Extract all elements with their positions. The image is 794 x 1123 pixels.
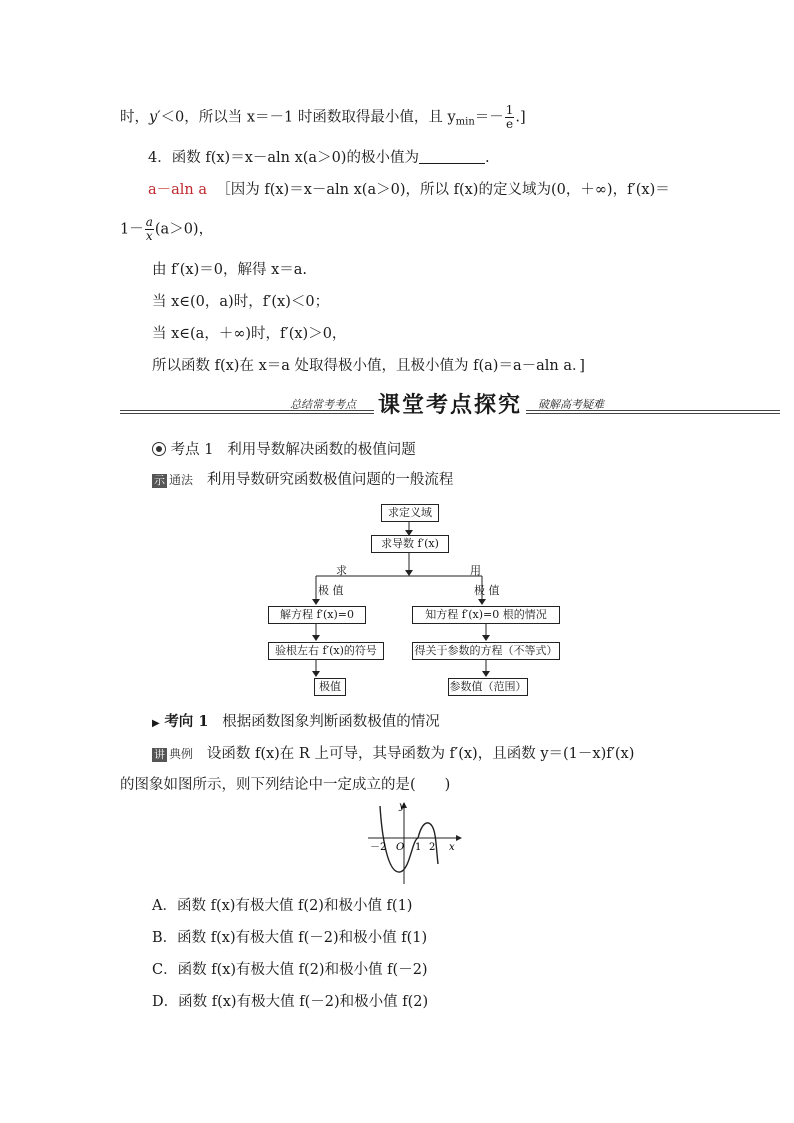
flow-right-step-2: 得关于参数的方程（不等式） (412, 642, 560, 660)
flow-left-label-bottom: 极 值 (318, 584, 344, 597)
graph-tick-1: 1 (415, 842, 422, 853)
kaodian-title: 利用导数解决函数的极值问题 (227, 442, 416, 458)
prev-y-prime: y′ (149, 109, 161, 126)
graph-tick-2: 2 (429, 842, 436, 853)
graph-y-label: y (399, 801, 405, 812)
q4-line-4: 当 x∈(0，a)时，f′(x)＜0； (152, 294, 330, 310)
kaoxiang-label: 考向 1 (164, 713, 209, 730)
q4-answer: a－aln a (148, 182, 208, 198)
graph-tick-neg2: －2 (370, 842, 387, 853)
option-a: A．函数 f(x)有极大值 f(2)和极小值 f(1) (152, 898, 413, 914)
prev-frac-den: e (506, 117, 514, 131)
flow-right-step-3: 参数值（范围） (448, 678, 528, 696)
prev-text-2: ＜0，所以当 x＝－1 时函数取得最小值，且 y (160, 109, 456, 126)
tongfa-tag: 示 (154, 474, 165, 487)
q4-stem-text: 4．函数 f(x)＝x－aln x(a＞0)的极小值为 (148, 150, 419, 166)
flow-right-label-bottom: 极 值 (474, 584, 500, 597)
q4-line-5: 当 x∈(a，＋∞)时，f′(x)＞0， (152, 326, 347, 342)
tongfa-title: 利用导数研究函数极值问题的一般流程 (206, 472, 454, 488)
q4-line-6: 所以函数 f(x)在 x＝a 处取得极小值，且极小值为 f(a)＝a－aln a．] (152, 358, 585, 374)
example-tag-label: 典例 (169, 747, 194, 761)
graph-x-arrow (456, 835, 462, 841)
banner-right-text: 破解高考疑难 (538, 398, 604, 411)
option-d: D．函数 f(x)有极大值 f(－2)和极小值 f(2) (152, 994, 429, 1010)
flow-left-step-1: 解方程 f′(x)=0 (268, 606, 366, 624)
tongfa-tag-label: 通法 (169, 473, 194, 487)
prev-sub-min: min (455, 116, 475, 128)
graph-x-label: x (449, 842, 455, 853)
example-text-1: 设函数 f(x)在 R 上可导，其导函数为 f′(x)，且函数 y＝(1－x)f′(x) (206, 746, 635, 762)
graph-origin-label: O (396, 842, 405, 853)
example-line-1 (152, 744, 634, 764)
q4-frac-den: x (145, 229, 153, 243)
flow-step-derivative: 求导数 f′(x) (371, 535, 449, 553)
flow-right-step-1: 知方程 f′(x)=0 根的情况 (412, 606, 560, 624)
flow-right-label-top: 用 (470, 564, 481, 577)
q4-expl2-post: (a＞0)， (154, 221, 214, 238)
flow-step-domain: 求定义域 (381, 504, 439, 522)
flow-left-label-top: 求 (336, 564, 347, 577)
q4-line-3: 由 f′(x)＝0，解得 x＝a. (152, 262, 308, 278)
derivative-graph (366, 800, 462, 888)
prev-text-3: ＝－ (474, 109, 504, 126)
flow-left-step-3: 极值 (314, 678, 346, 696)
option-b: B．函数 f(x)有极大值 f(－2)和极小值 f(1) (152, 930, 428, 946)
prev-text-1: 时， (120, 109, 149, 126)
prev-text-4: .] (515, 109, 526, 126)
banner-left-text: 总结常考考点 (290, 398, 356, 411)
option-c: C．函数 f(x)有极大值 f(2)和极小值 f(－2) (152, 962, 428, 978)
play-triangle-icon: ▶ (152, 718, 160, 729)
kaoxiang-heading (152, 712, 440, 734)
q4-stem-end: . (484, 150, 490, 166)
graph-curve (380, 806, 438, 872)
q4-explain-1: ［因为 f(x)＝x－aln x(a＞0)，所以 f(x)的定义域为(0，＋∞)，f′(x)＝ (216, 182, 670, 198)
q4-expl2-pre: 1－ (120, 221, 144, 238)
kaodian-label: 考点 1 (170, 442, 214, 458)
example-text-2: 的图象如图所示，则下列结论中一定成立的是( ) (120, 777, 451, 793)
kaoxiang-title: 根据函数图象判断函数极值的情况 (222, 714, 440, 730)
prev-frac-num: 1 (505, 103, 514, 117)
q4-frac-num: a (145, 215, 153, 229)
example-tag: 讲 (154, 748, 165, 761)
banner-title: 课堂考点探究 (374, 388, 526, 419)
flow-left-step-2: 验根左右 f′(x)的符号 (268, 642, 384, 660)
